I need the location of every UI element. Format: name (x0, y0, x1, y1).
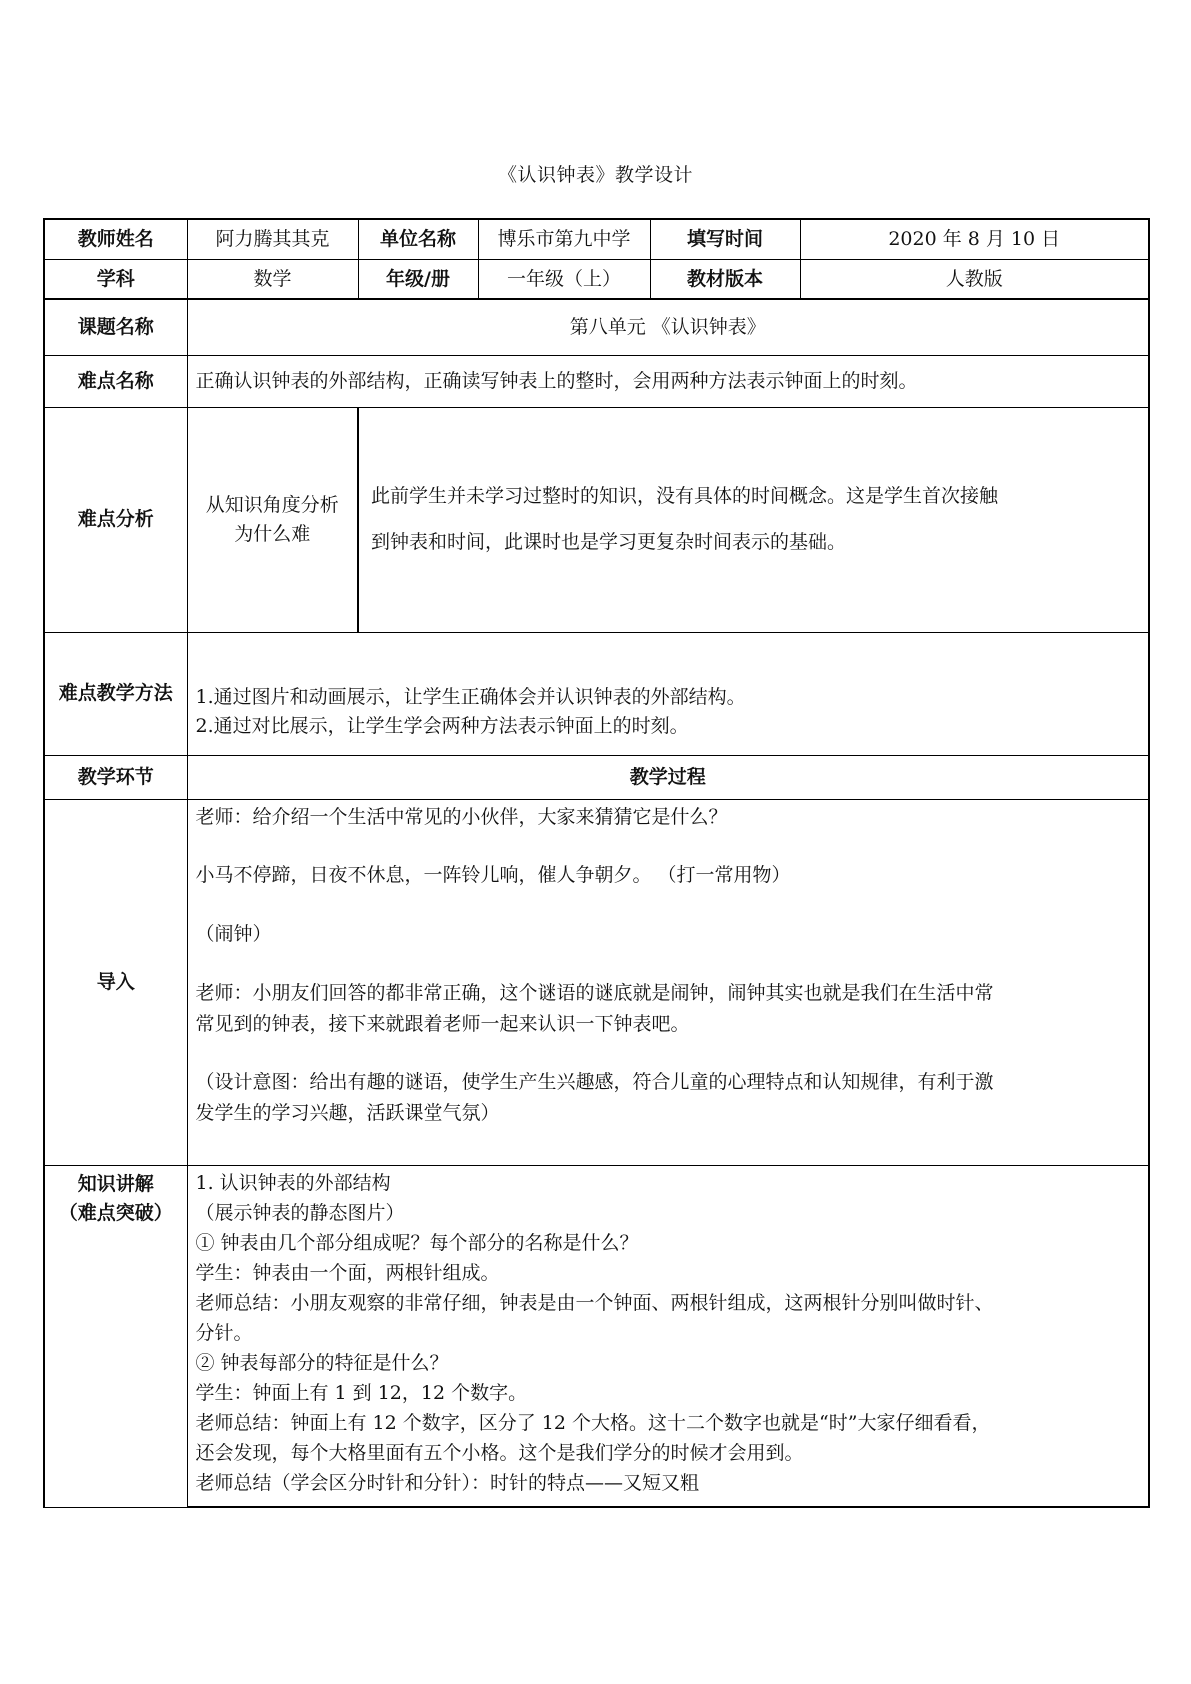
method-row (44, 632, 1149, 755)
knowledge-line: ② 钟表每部分的特征是什么？ (195, 1351, 449, 1374)
topic-row (44, 299, 1149, 355)
process-label: 教学过程 (187, 755, 1149, 799)
subject-value: 数学 (187, 259, 358, 299)
document-title: 《认识钟表》教学设计 (497, 164, 693, 186)
knowledge-line: 1. 认识钟表的外部结构 (195, 1171, 391, 1194)
knowledge-line: 老师总结：小朋友观察的非常仔细，钟表是由一个钟面、两根针组成，这两根针分别叫做时针、 (195, 1291, 994, 1314)
knowledge-line: 分针。 (195, 1321, 253, 1344)
knowledge-label (44, 1165, 187, 1507)
knowledge-line: （展示钟表的静态图片） (195, 1201, 405, 1224)
knowledge-line: 还会发现，每个大格里面有五个小格。这个是我们学分的时候才会用到。 (195, 1441, 804, 1464)
intro-content (187, 799, 1149, 1165)
unit-name-value: 博乐市第九中学 (478, 219, 650, 259)
difficulty-row (44, 355, 1149, 407)
intro-p2: 小马不停蹄，日夜不休息，一阵铃儿响，催人争朝夕。 （打一常用物） (195, 864, 791, 887)
fill-date-value: 2020 年 8 月 10 日 (800, 219, 1149, 259)
knowledge-content (187, 1165, 1149, 1507)
intro-p3: （闹钟） (195, 923, 272, 946)
process-header-row (44, 755, 1149, 799)
analysis-line-2: 到钟表和时间，此课时也是学习更复杂时间表示的基础。 (371, 530, 847, 553)
edition-value: 人教版 (800, 259, 1149, 299)
knowledge-line: 学生：钟表由一个面，两根针组成。 (195, 1261, 500, 1284)
analysis-sub-label-line-2: 为什么难 (234, 522, 311, 545)
difficulty-label: 难点名称 (44, 355, 187, 407)
teacher-name-value: 阿力腾其其克 (187, 219, 358, 259)
knowledge-line: 老师总结：钟面上有 12 个数字，区分了 12 个大格。这十二个数字也就是“时”大家仔细看看， (195, 1411, 991, 1434)
lesson-plan-table (43, 218, 1150, 1508)
knowledge-line: 老师总结（学会区分时针和分针）：时针的特点——又短又粗 (195, 1471, 700, 1494)
intro-p5-line-1: （设计意图：给出有趣的谜语，使学生产生兴趣感，符合儿童的心理特点和认知规律，有利于激 (195, 1071, 994, 1094)
intro-p4-line-1: 老师：小朋友们回答的都非常正确，这个谜语的谜底就是闹钟，闹钟其实也就是我们在生活中常 (195, 981, 994, 1004)
unit-name-label: 单位名称 (358, 219, 478, 259)
intro-p1: 老师：给介绍一个生活中常见的小伙伴，大家来猜猜它是什么？ (195, 805, 728, 828)
analysis-label: 难点分析 (44, 407, 187, 632)
subject-label: 学科 (44, 259, 187, 299)
topic-value: 第八单元 《认识钟表》 (187, 299, 1149, 355)
edition-label: 教材版本 (650, 259, 800, 299)
topic-label: 课题名称 (44, 299, 187, 355)
grade-label: 年级/册 (358, 259, 478, 299)
header-row-1 (44, 219, 1149, 259)
intro-row (44, 799, 1149, 1165)
analysis-row (44, 407, 1149, 632)
analysis-content (358, 407, 1149, 632)
analysis-sub-label (187, 407, 358, 632)
intro-p4-line-2: 常见到的钟表，接下来就跟着老师一起来认识一下钟表吧。 (195, 1012, 690, 1035)
analysis-line-1: 此前学生并未学习过整时的知识，没有具体的时间概念。这是学生首次接触 (371, 484, 999, 507)
knowledge-row (44, 1165, 1149, 1507)
stage-label: 教学环节 (44, 755, 187, 799)
method-line-2: 2.通过对比展示，让学生学会两种方法表示钟面上的时刻。 (195, 714, 689, 737)
method-label: 难点教学方法 (44, 632, 187, 755)
method-line-1: 1.通过图片和动画展示，让学生正确体会并认识钟表的外部结构。 (195, 686, 746, 708)
intro-p5-line-2: 发学生的学习兴趣，活跃课堂气氛） (195, 1102, 500, 1125)
knowledge-label-line-2: （难点突破） (58, 1201, 173, 1224)
difficulty-value: 正确认识钟表的外部结构，正确读写钟表上的整时，会用两种方法表示钟面上的时刻。 (187, 355, 1149, 407)
analysis-sub-label-line-1: 从知识角度分析 (205, 494, 339, 516)
grade-value: 一年级（上） (478, 259, 650, 299)
intro-label: 导入 (44, 799, 187, 1165)
knowledge-label-line-1: 知识讲解 (77, 1172, 154, 1195)
method-content (187, 632, 1149, 755)
header-row-2 (44, 259, 1149, 299)
knowledge-line: 学生：钟面上有 1 到 12，12 个数字。 (195, 1381, 528, 1404)
teacher-name-label: 教师姓名 (44, 219, 187, 259)
knowledge-line: ① 钟表由几个部分组成呢？每个部分的名称是什么？ (195, 1231, 639, 1254)
fill-date-label: 填写时间 (650, 219, 800, 259)
